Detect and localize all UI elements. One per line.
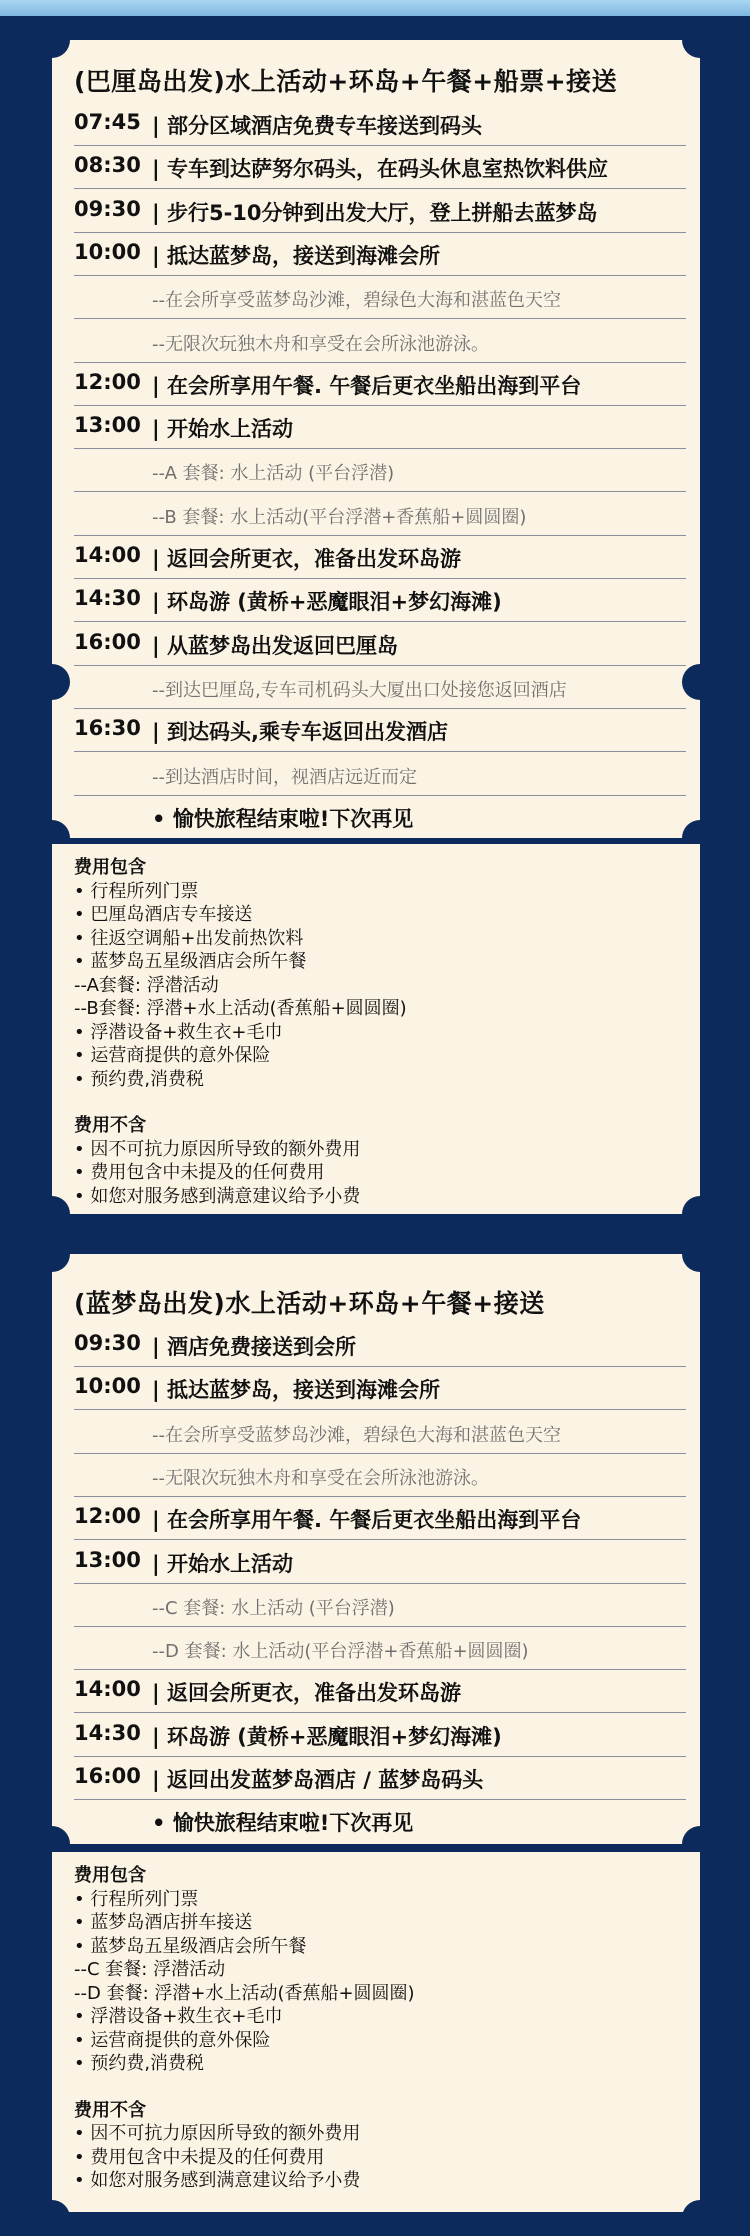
schedule-row — [74, 102, 686, 146]
schedule-activity: | 开始水上活动 — [152, 417, 293, 442]
schedule-time: 12:00 — [74, 1504, 141, 1529]
schedule-row — [74, 665, 686, 709]
included-item: • 预约费,消费税 — [74, 1068, 205, 1090]
schedule-row — [74, 1496, 686, 1540]
included-heading: 费用包含 — [74, 857, 146, 878]
schedule-time: 12:00 — [74, 369, 141, 394]
schedule-row — [74, 448, 686, 492]
schedule-activity: | 步行5-10分钟到出发大厅，登上拼船去蓝梦岛 — [152, 200, 598, 225]
schedule-time: 08:30 — [74, 153, 141, 178]
ticket-notch — [682, 22, 718, 58]
schedule-row — [74, 1583, 686, 1627]
included-item: • 运营商提供的意外保险 — [74, 2029, 271, 2051]
schedule-row — [74, 1799, 686, 1842]
schedule-row — [74, 319, 686, 363]
cost-card-1 — [52, 844, 700, 1214]
schedule-time: 14:00 — [74, 543, 141, 567]
schedule-note: --在会所享受蓝梦岛沙滩，碧绿色大海和湛蓝色天空 — [152, 1424, 561, 1446]
schedule-note: --无限次玩独木舟和享受在会所泳池游泳。 — [152, 333, 489, 355]
schedule-activity: | 在会所享用午餐. 午餐后更衣坐船出海到平台 — [152, 373, 582, 398]
schedule-row — [74, 1366, 686, 1410]
ticket-notch — [682, 664, 718, 700]
excluded-item: • 因不可抗力原因所导致的额外费用 — [74, 1138, 361, 1160]
included-item: --A套餐: 浮潜活动 — [74, 974, 219, 996]
schedule-note: --在会所享受蓝梦岛沙滩，碧绿色大海和湛蓝色天空 — [152, 290, 561, 312]
ticket-notch — [682, 1236, 718, 1272]
excluded-item: • 费用包含中未提及的任何费用 — [74, 2146, 325, 2168]
included-item: • 浮潜设备+救生衣+毛巾 — [74, 2006, 283, 2027]
included-item: • 蓝梦岛五星级酒店会所午餐 — [74, 951, 307, 972]
schedule-activity: | 环岛游 (黄桥+恶魔眼泪+梦幻海滩) — [152, 590, 502, 615]
schedule-activity: | 返回会所更衣，准备出发环岛游 — [152, 1681, 461, 1706]
excluded-heading: 费用不含 — [74, 2099, 146, 2121]
section-title: (蓝梦岛出发)水上活动+环岛+午餐+接送 — [74, 1289, 545, 1318]
cost-card-2 — [52, 1852, 700, 2212]
schedule-note: --C 套餐: 水上活动 (平台浮潜) — [152, 1597, 395, 1619]
excluded-item: • 如您对服务感到满意建议给予小费 — [74, 2170, 361, 2191]
schedule-activity: | 酒店免费接送到会所 — [152, 1335, 356, 1359]
schedule-activity: | 环岛游 (黄桥+恶魔眼泪+梦幻海滩) — [152, 1724, 502, 1749]
included-item: • 行程所列门票 — [74, 1888, 199, 1910]
schedule-end-note: • 愉快旅程结束啦!下次再见 — [152, 806, 414, 831]
schedule-row — [74, 1453, 686, 1497]
schedule-row — [74, 578, 686, 622]
schedule-row — [74, 275, 686, 319]
schedule-activity: | 到达码头,乘专车返回出发酒店 — [152, 720, 448, 745]
schedule-note: --D 套餐: 水上活动(平台浮潜+香蕉船+圆圆圈) — [152, 1641, 529, 1663]
schedule-row — [74, 1756, 686, 1800]
schedule-row — [74, 708, 686, 752]
schedule-time: 14:30 — [74, 586, 141, 611]
top-banner-strip — [0, 0, 750, 16]
included-item: --D 套餐: 浮潜+水上活动(香蕉船+圆圆圈) — [74, 1982, 415, 2004]
schedule-time: 14:30 — [74, 1720, 141, 1745]
schedule-time: 13:00 — [74, 1547, 141, 1572]
ticket-notch — [34, 664, 70, 700]
ticket-notch — [34, 1196, 70, 1232]
schedule-row — [74, 1669, 686, 1713]
schedule-time: 16:30 — [74, 716, 141, 741]
ticket-notch — [34, 22, 70, 58]
schedule-row — [74, 492, 686, 536]
included-item: • 浮潜设备+救生衣+毛巾 — [74, 1021, 283, 1043]
schedule-time: 10:00 — [74, 1374, 141, 1399]
schedule-row — [74, 232, 686, 276]
schedule-time: 09:30 — [74, 196, 141, 221]
schedule-activity: | 专车到达萨努尔码头，在码头休息室热饮料供应 — [152, 157, 608, 182]
excluded-item: • 费用包含中未提及的任何费用 — [74, 1162, 325, 1183]
ticket-notch — [34, 2200, 70, 2236]
schedule-activity: | 返回会所更衣，准备出发环岛游 — [152, 547, 461, 571]
schedule-time: 13:00 — [74, 413, 141, 438]
schedule-note: --到达巴厘岛,专车司机码头大厦出口处接您返回酒店 — [152, 679, 567, 701]
section-title: (巴厘岛出发)水上活动+环岛+午餐+船票+接送 — [74, 67, 618, 96]
included-item: • 行程所列门票 — [74, 880, 199, 902]
included-item: • 往返空调船+出发前热饮料 — [74, 927, 304, 949]
schedule-activity: | 开始水上活动 — [152, 1551, 293, 1576]
excluded-item: • 如您对服务感到满意建议给予小费 — [74, 1185, 361, 1207]
schedule-time: 14:00 — [74, 1677, 141, 1702]
schedule-row — [74, 189, 686, 233]
schedule-row — [74, 1410, 686, 1454]
ticket-notch — [682, 1196, 718, 1232]
schedule-time: 16:00 — [74, 629, 141, 654]
schedule-time: 10:00 — [74, 239, 141, 264]
schedule-row — [74, 1713, 686, 1757]
schedule-row — [74, 795, 686, 838]
schedule-row — [74, 145, 686, 189]
ticket-notch — [34, 1236, 70, 1272]
divider — [52, 1844, 700, 1850]
included-item: • 运营商提供的意外保险 — [74, 1045, 271, 1066]
schedule-activity: | 抵达蓝梦岛，接送到海滩会所 — [152, 1378, 440, 1403]
schedule-activity: | 从蓝梦岛出发返回巴厘岛 — [152, 633, 398, 658]
schedule-note: --到达酒店时间，视酒店远近而定 — [152, 766, 417, 788]
schedule-note: --B 套餐: 水上活动(平台浮潜+香蕉船+圆圆圈) — [152, 506, 527, 528]
schedule-time: 09:30 — [74, 1331, 141, 1355]
schedule-row — [74, 1626, 686, 1670]
included-item: --B套餐: 浮潜+水上活动(香蕉船+圆圆圈) — [74, 998, 407, 1019]
schedule-end-note: • 愉快旅程结束啦!下次再见 — [152, 1811, 414, 1836]
schedule-row — [74, 535, 686, 579]
schedule-row — [74, 1323, 686, 1367]
excluded-item: • 因不可抗力原因所导致的额外费用 — [74, 2123, 361, 2144]
included-item: --C 套餐: 浮潜活动 — [74, 1959, 226, 1980]
excluded-heading: 费用不含 — [74, 1115, 146, 1136]
schedule-activity: | 部分区域酒店免费专车接送到码头 — [152, 114, 482, 138]
schedule-row — [74, 752, 686, 796]
included-item: • 蓝梦岛酒店拼车接送 — [74, 1912, 253, 1933]
schedule-activity: | 抵达蓝梦岛，接送到海滩会所 — [152, 243, 440, 268]
included-item: • 巴厘岛酒店专车接送 — [74, 904, 253, 925]
schedule-time: 07:45 — [74, 110, 141, 134]
schedule-row — [74, 622, 686, 666]
schedule-row — [74, 1540, 686, 1584]
schedule-note: --无限次玩独木舟和享受在会所泳池游泳。 — [152, 1467, 489, 1489]
included-heading: 费用包含 — [74, 1865, 146, 1886]
schedule-time: 16:00 — [74, 1764, 141, 1788]
schedule-row — [74, 405, 686, 449]
ticket-notch — [682, 2200, 718, 2236]
schedule-row — [74, 362, 686, 406]
schedule-activity: | 返回出发蓝梦岛酒店 / 蓝梦岛码头 — [152, 1768, 484, 1792]
included-item: • 蓝梦岛五星级酒店会所午餐 — [74, 1935, 307, 1957]
schedule-note: --A 套餐: 水上活动 (平台浮潜) — [152, 463, 395, 485]
included-item: • 预约费,消费税 — [74, 2053, 205, 2074]
schedule-activity: | 在会所享用午餐. 午餐后更衣坐船出海到平台 — [152, 1508, 582, 1533]
